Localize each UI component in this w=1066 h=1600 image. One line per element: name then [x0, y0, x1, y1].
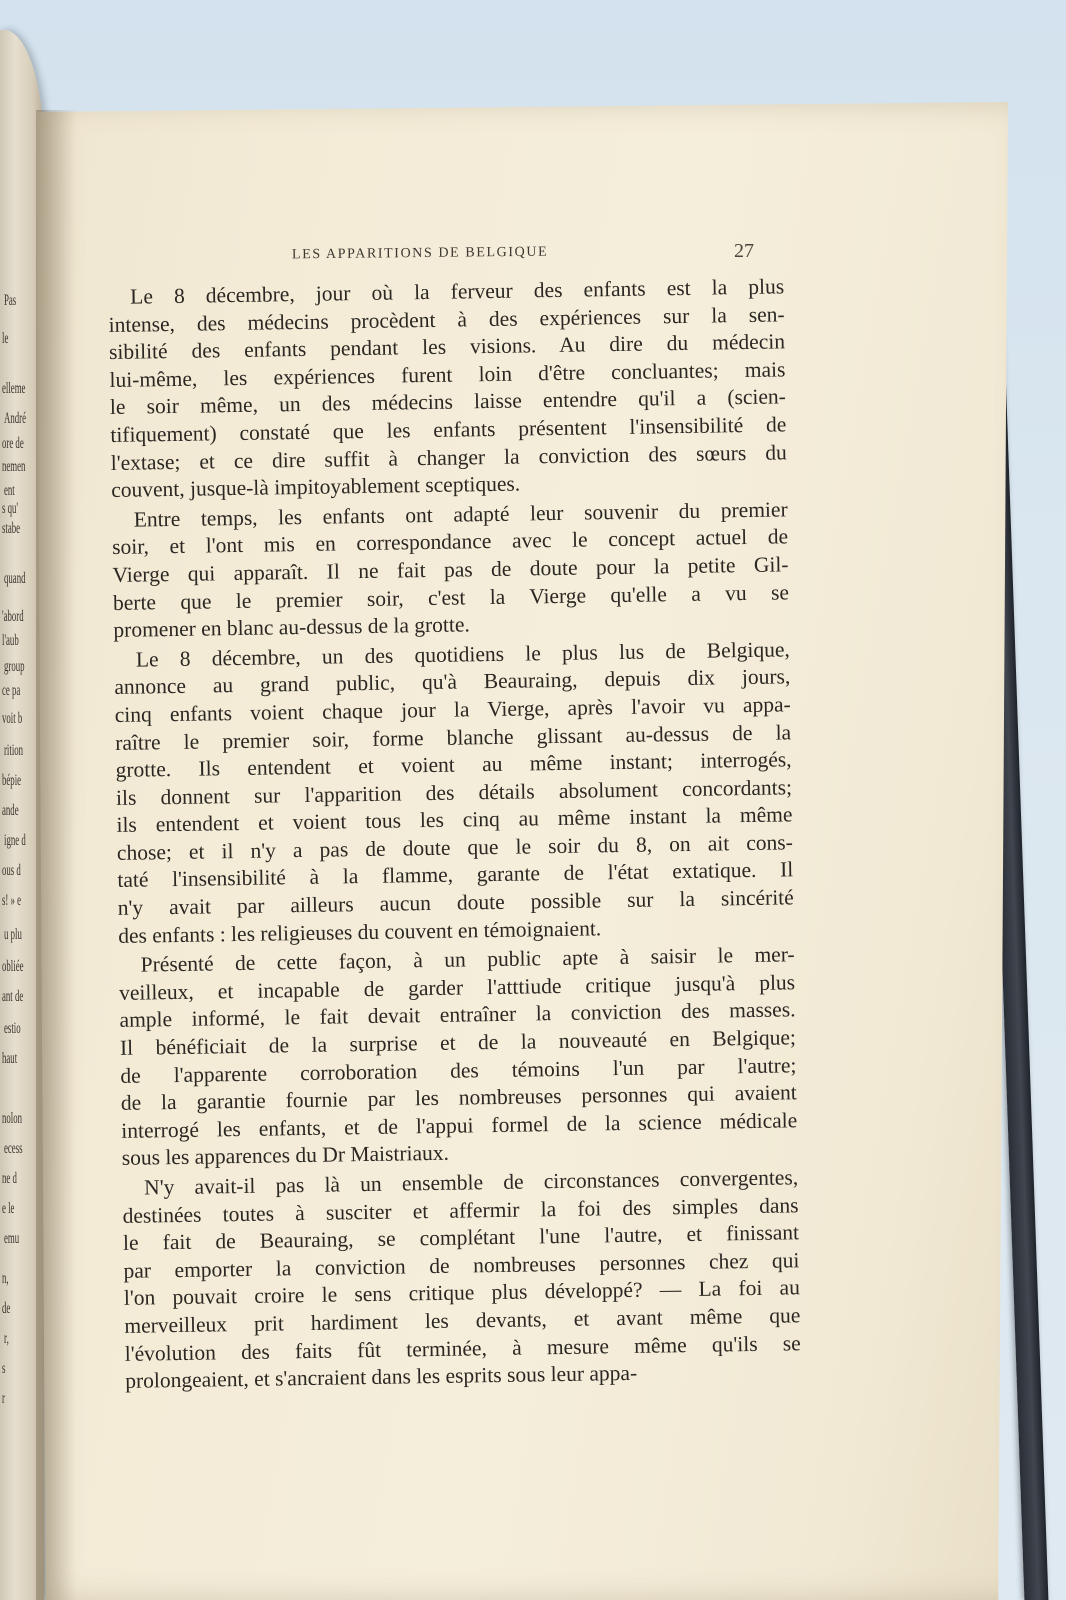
paragraph [108, 273, 787, 504]
text-line: Il bénéficiait de la surprise et de la nouveauté en Belgique; [119, 1025, 797, 1060]
text-line: merveilleux prit hardiment les devants, et avant même que [124, 1303, 801, 1338]
left-page-fragment: nemen [2, 458, 26, 475]
text-line: soir, et l'ont mis en correspondance avec le concept actuel de [111, 524, 789, 560]
text-line: N'y avait-il pas là un ensemble de circonstances convergentes, [144, 1165, 799, 1200]
left-page-fragment: ne d [2, 1170, 17, 1187]
left-page-fragment: ore de [2, 435, 24, 452]
left-page-fragment: rition [4, 742, 24, 759]
page-number: 27 [734, 240, 754, 262]
left-page-fragment: ous d [2, 862, 21, 879]
text-line: le fait de Beauraing, se complétant l'une l'autre, et finissant [122, 1220, 800, 1256]
paragraph [122, 1164, 801, 1395]
text-line: destinées toutes à susciter et affermir la foi des simples dans [122, 1192, 799, 1228]
left-page-fragment: ent [4, 482, 15, 499]
left-page-fragment: voit b [2, 710, 23, 727]
text-line: le soir même, un des médecins laisse entendre qu'il a (scien- [109, 384, 787, 420]
text-line: sibilité des enfants pendant les visions. Au dire du médecin [108, 329, 786, 365]
left-page-fragment: le [2, 330, 9, 347]
left-page-fragment: s! » e [2, 892, 22, 909]
text-line: l'on pouvait croire le sens critique plus développé? — La foi au [123, 1275, 801, 1311]
left-page-fragment: obliée [2, 958, 24, 975]
text-line: ample informé, le fait devait entraîner la conviction des masses. [119, 997, 796, 1033]
left-page-fragment: 'abord [2, 608, 24, 625]
text-line: de l'apparente corroboration des témoins l'un par l'autre; [120, 1052, 797, 1088]
left-page-fragment: ant de [2, 988, 24, 1005]
left-page-fragment: u plu [4, 926, 22, 943]
paragraph [118, 942, 797, 1173]
left-page-fragment: igne d [4, 832, 26, 849]
text-line: de la garantie fournie par les nombreuses personnes qui avaient [120, 1080, 797, 1116]
text-line: grotte. Ils entendent et voient au même instant; interrogés, [115, 747, 792, 783]
left-page-fragment: group [4, 658, 25, 675]
left-page-fragment: quand [4, 570, 26, 587]
left-page-fragment: nolon [2, 1110, 23, 1127]
left-page-fragment: ce pa [2, 682, 21, 699]
left-page-fragment: elleme [2, 380, 26, 397]
left-page-fragment: haut [2, 1050, 18, 1067]
left-page-fragment: s [2, 1360, 6, 1377]
left-page-fragment: Pas [4, 292, 17, 309]
text-line: chose; et il n'y a pas de doute que le soir du 8, on ait cons- [116, 830, 794, 865]
text-line: raître le premier soir, forme blanche glissant au-dessus de la [115, 719, 792, 755]
text-line: Le 8 décembre, un des quotidiens le plus lus de Belgique, [135, 637, 791, 672]
left-page-fragment: l'aub [2, 632, 19, 649]
left-page-fragment: bépie [2, 772, 22, 789]
text-line: l'évolution des faits fût terminée, à mesure même qu'ils se [124, 1330, 801, 1366]
left-page-fragment: e le [2, 1200, 15, 1217]
left-page-fragment: ande [2, 802, 19, 819]
text-line: Entre temps, les enfants ont adapté leur souvenir du premier [133, 497, 788, 532]
left-page-fragment: de [2, 1300, 11, 1317]
text-line: cinq enfants voient chaque jour la Vierge, après l'avoir vu appa- [114, 692, 791, 727]
running-title: LES APPARITIONS DE BELGIQUE [291, 244, 549, 263]
text-line: intense, des médecins procèdent à des expériences sur la sen- [108, 301, 785, 337]
text-line: des enfants : les religieuses du couvent en témoignaient. [118, 915, 602, 948]
text-line: taté l'insensibilité à la flamme, garante de l'état extatique. Il [117, 857, 794, 893]
text-line: l'extase; et ce dire suffit à changer la conviction des sœurs du [110, 439, 787, 475]
text-line: promener en blanc au-dessus de la grotte. [113, 612, 471, 643]
left-page-fragment: r [2, 1390, 5, 1407]
text-line: sous les apparences du Dr Maistriaux. [121, 1141, 450, 1171]
paragraph [111, 496, 789, 645]
text-line: Le 8 décembre, jour où la ferveur des enfants est la plus [130, 274, 785, 309]
left-page-fragment: emu [4, 1230, 20, 1247]
left-page-fragment: n, [2, 1270, 9, 1287]
text-line: Vierge qui apparaît. Il ne fait pas de doute pour la petite Gil- [112, 552, 789, 587]
text-line: par emporter la conviction de nombreuses personnes chez qui [123, 1248, 800, 1283]
paragraph [114, 636, 795, 950]
text-line: lui-même, les expériences furent loin d'être concluantes; mais [109, 357, 786, 392]
left-page-fragment: André [4, 410, 26, 427]
text-line: annonce au grand public, qu'à Beauraing, depuis dix jours, [114, 664, 791, 700]
left-page-fragment: stabe [2, 520, 21, 537]
left-page-fragment: s qu' [2, 500, 19, 517]
text-line: ils donnent sur l'apparition des détails absolument concordants; [115, 775, 793, 810]
text-line: n'y avait par ailleurs aucun doute possible sur la sincérité [117, 885, 794, 920]
text-line: ils entendent et voient tous les cinq au même instant la même [116, 802, 793, 838]
text-line: prolongeaient, et s'ancraient dans les esprits sous leur appa- [125, 1360, 638, 1394]
left-page-fragment: estio [4, 1020, 21, 1037]
text-line: tifiquement) constaté que les enfants présentent l'insensibilité de [110, 412, 787, 447]
text-line: interrogé les enfants, et de l'appui formel de la science médicale [121, 1108, 798, 1143]
text-line: Présenté de cette façon, à un public apte à saisir le mer- [140, 942, 795, 977]
left-page-fragment: ecess [4, 1140, 23, 1157]
text-line: veilleux, et incapable de garder l'atttiude critique jusqu'à plus [118, 970, 796, 1005]
text-line: couvent, jusque-là impitoyablement sceptiques. [111, 471, 521, 503]
body-text [108, 273, 801, 1395]
left-page-fragment: r, [4, 1330, 9, 1347]
text-line: berte que le premier soir, c'est la Vierge qu'elle a vu se [112, 579, 790, 615]
